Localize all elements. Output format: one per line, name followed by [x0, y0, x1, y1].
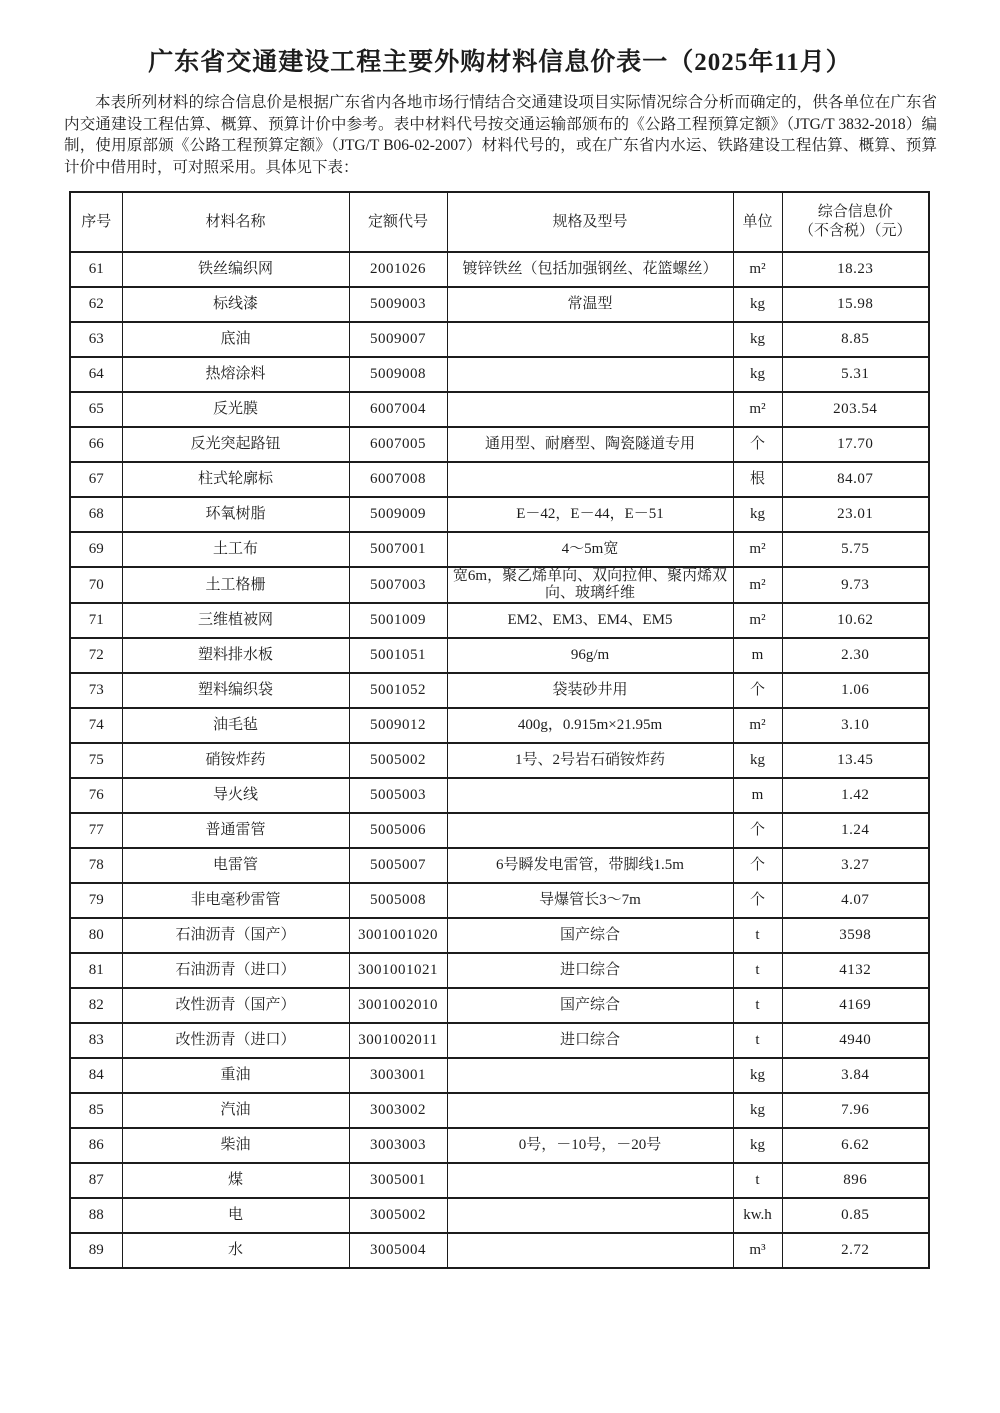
- col-header-price: [782, 192, 929, 252]
- cell-quota-code: 3003001: [349, 1058, 447, 1093]
- cell-quota-code: 5009008: [349, 357, 447, 392]
- cell-price: 3598: [782, 918, 929, 953]
- cell-material-name: 电雷管: [122, 848, 349, 883]
- cell-unit: kg: [733, 1058, 782, 1093]
- cell-unit: kg: [733, 357, 782, 392]
- cell-row-number: 80: [70, 918, 122, 953]
- cell-quota-code: 3005001: [349, 1163, 447, 1198]
- cell-price: 3.84: [782, 1058, 929, 1093]
- cell-material-name: 土工布: [122, 532, 349, 567]
- cell-quota-code: 5005007: [349, 848, 447, 883]
- table-row: [70, 603, 929, 638]
- cell-price: 6.62: [782, 1128, 929, 1163]
- table-row: [70, 1023, 929, 1058]
- cell-quota-code: 5005006: [349, 813, 447, 848]
- cell-quota-code: 5009009: [349, 497, 447, 532]
- cell-quota-code: 3005004: [349, 1233, 447, 1268]
- cell-price: 1.42: [782, 778, 929, 813]
- cell-unit: m²: [733, 252, 782, 287]
- cell-material-name: 柱式轮廓标: [122, 462, 349, 497]
- cell-spec: EM2、EM3、EM4、EM5: [447, 603, 733, 638]
- cell-price: 5.31: [782, 357, 929, 392]
- cell-unit: m²: [733, 532, 782, 567]
- table-row: [70, 1058, 929, 1093]
- table-row: [70, 743, 929, 778]
- cell-row-number: 89: [70, 1233, 122, 1268]
- cell-row-number: 81: [70, 953, 122, 988]
- cell-material-name: 汽油: [122, 1093, 349, 1128]
- cell-quota-code: 3001002011: [349, 1023, 447, 1058]
- cell-quota-code: 3003003: [349, 1128, 447, 1163]
- cell-material-name: 塑料排水板: [122, 638, 349, 673]
- cell-spec: 常温型: [447, 287, 733, 322]
- cell-unit: m: [733, 638, 782, 673]
- cell-material-name: 电: [122, 1198, 349, 1233]
- cell-spec: 袋装砂井用: [447, 673, 733, 708]
- cell-material-name: 水: [122, 1233, 349, 1268]
- cell-row-number: 78: [70, 848, 122, 883]
- cell-unit: t: [733, 918, 782, 953]
- cell-row-number: 69: [70, 532, 122, 567]
- cell-material-name: 底油: [122, 322, 349, 357]
- table-row: [70, 252, 929, 287]
- cell-unit: 个: [733, 848, 782, 883]
- cell-row-number: 67: [70, 462, 122, 497]
- cell-price: 2.72: [782, 1233, 929, 1268]
- cell-price: 8.85: [782, 322, 929, 357]
- cell-quota-code: 3005002: [349, 1198, 447, 1233]
- cell-material-name: 石油沥青（进口）: [122, 953, 349, 988]
- cell-material-name: 石油沥青（国产）: [122, 918, 349, 953]
- col-header-no: 序号: [70, 192, 122, 252]
- cell-price: 3.10: [782, 708, 929, 743]
- cell-material-name: 热熔涂料: [122, 357, 349, 392]
- cell-material-name: 改性沥青（进口）: [122, 1023, 349, 1058]
- cell-quota-code: 3001001021: [349, 953, 447, 988]
- cell-quota-code: 3001002010: [349, 988, 447, 1023]
- cell-quota-code: 6007004: [349, 392, 447, 427]
- col-header-material-name: 材料名称: [122, 192, 349, 252]
- cell-price: 5.75: [782, 532, 929, 567]
- table-row: [70, 1163, 929, 1198]
- table-row: [70, 988, 929, 1023]
- table-row: [70, 953, 929, 988]
- cell-material-name: 塑料编织袋: [122, 673, 349, 708]
- cell-quota-code: 5009003: [349, 287, 447, 322]
- cell-spec: [447, 462, 733, 497]
- cell-unit: m²: [733, 567, 782, 603]
- cell-spec: 0号，－10号，－20号: [447, 1128, 733, 1163]
- cell-unit: kw.h: [733, 1198, 782, 1233]
- cell-unit: 个: [733, 427, 782, 462]
- cell-quota-code: 5007001: [349, 532, 447, 567]
- cell-row-number: 68: [70, 497, 122, 532]
- cell-quota-code: 5001052: [349, 673, 447, 708]
- cell-unit: kg: [733, 1128, 782, 1163]
- cell-row-number: 82: [70, 988, 122, 1023]
- cell-row-number: 88: [70, 1198, 122, 1233]
- table-row: [70, 1093, 929, 1128]
- col-header-unit: 单位: [733, 192, 782, 252]
- cell-quota-code: 3003002: [349, 1093, 447, 1128]
- table-row: [70, 848, 929, 883]
- cell-quota-code: 5001051: [349, 638, 447, 673]
- table-row: [70, 883, 929, 918]
- cell-row-number: 72: [70, 638, 122, 673]
- cell-row-number: 66: [70, 427, 122, 462]
- cell-spec: 国产综合: [447, 918, 733, 953]
- cell-price: 1.24: [782, 813, 929, 848]
- cell-unit: kg: [733, 322, 782, 357]
- cell-row-number: 74: [70, 708, 122, 743]
- cell-price: 4169: [782, 988, 929, 1023]
- table-row: [70, 497, 929, 532]
- cell-material-name: 煤: [122, 1163, 349, 1198]
- cell-unit: t: [733, 988, 782, 1023]
- cell-quota-code: 5005008: [349, 883, 447, 918]
- cell-spec: 通用型、耐磨型、陶瓷隧道专用: [447, 427, 733, 462]
- cell-row-number: 71: [70, 603, 122, 638]
- cell-material-name: 重油: [122, 1058, 349, 1093]
- cell-unit: t: [733, 1023, 782, 1058]
- cell-price: 17.70: [782, 427, 929, 462]
- cell-price: 4.07: [782, 883, 929, 918]
- cell-price: 203.54: [782, 392, 929, 427]
- cell-spec: 400g，0.915m×21.95m: [447, 708, 733, 743]
- cell-material-name: 反光膜: [122, 392, 349, 427]
- cell-row-number: 63: [70, 322, 122, 357]
- cell-quota-code: 6007005: [349, 427, 447, 462]
- cell-quota-code: 5001009: [349, 603, 447, 638]
- table-row: [70, 918, 929, 953]
- cell-quota-code: 5005003: [349, 778, 447, 813]
- cell-price: 9.73: [782, 567, 929, 603]
- cell-price: 1.06: [782, 673, 929, 708]
- cell-spec: 导爆管长3～7m: [447, 883, 733, 918]
- cell-row-number: 73: [70, 673, 122, 708]
- table-row: [70, 1198, 929, 1233]
- cell-material-name: 非电毫秒雷管: [122, 883, 349, 918]
- cell-spec: 4～5m宽: [447, 532, 733, 567]
- cell-spec: 宽6m，聚乙烯单向、双向拉伸、聚丙烯双向、玻璃纤维: [447, 567, 733, 603]
- cell-spec: [447, 322, 733, 357]
- table-row: [70, 322, 929, 357]
- cell-material-name: 改性沥青（国产）: [122, 988, 349, 1023]
- table-row: [70, 708, 929, 743]
- cell-material-name: 硝铵炸药: [122, 743, 349, 778]
- col-header-price-line1: 综合信息价: [817, 204, 893, 220]
- table-row: [70, 427, 929, 462]
- cell-material-name: 油毛毡: [122, 708, 349, 743]
- cell-row-number: 86: [70, 1128, 122, 1163]
- cell-spec: [447, 1093, 733, 1128]
- cell-row-number: 62: [70, 287, 122, 322]
- cell-price: 23.01: [782, 497, 929, 532]
- cell-material-name: 三维植被网: [122, 603, 349, 638]
- col-header-spec: 规格及型号: [447, 192, 733, 252]
- cell-row-number: 85: [70, 1093, 122, 1128]
- cell-unit: m²: [733, 603, 782, 638]
- cell-price: 15.98: [782, 287, 929, 322]
- cell-price: 10.62: [782, 603, 929, 638]
- cell-row-number: 65: [70, 392, 122, 427]
- table-row: [70, 778, 929, 813]
- cell-material-name: 导火线: [122, 778, 349, 813]
- cell-material-name: 土工格栅: [122, 567, 349, 603]
- page-title: 广东省交通建设工程主要外购材料信息价表一（2025年11月）: [148, 49, 852, 76]
- cell-spec: 进口综合: [447, 1023, 733, 1058]
- table-row: [70, 287, 929, 322]
- cell-quota-code: 5009007: [349, 322, 447, 357]
- cell-price: 3.27: [782, 848, 929, 883]
- cell-unit: m: [733, 778, 782, 813]
- cell-row-number: 75: [70, 743, 122, 778]
- cell-unit: kg: [733, 287, 782, 322]
- cell-price: 896: [782, 1163, 929, 1198]
- table-row: [70, 462, 929, 497]
- cell-row-number: 61: [70, 252, 122, 287]
- cell-unit: 个: [733, 883, 782, 918]
- table-row: [70, 638, 929, 673]
- table-row: [70, 673, 929, 708]
- cell-unit: 个: [733, 673, 782, 708]
- cell-unit: 根: [733, 462, 782, 497]
- cell-spec: [447, 1233, 733, 1268]
- cell-spec: [447, 1058, 733, 1093]
- cell-spec: 1号、2号岩石硝铵炸药: [447, 743, 733, 778]
- intro-paragraph: 本表所列材料的综合信息价是根据广东省内各地市场行情结合交通建设项目实际情况综合分析而确定的，供各单位在广东省内交通建设工程估算、概算、预算计价中参考。表中材料代号按交通运输部颁布的《公路工程预算定额》（JTG/T 3832-2018）编制，使用原部颁《公路工程预算定额》（JTG/T B06-02-2007）材料代号的，或在广东省内水运、铁路建设工程估算、概算、预算计价中借用时，可对照采用。具体见下表：: [64, 94, 937, 176]
- cell-row-number: 64: [70, 357, 122, 392]
- cell-price: 7.96: [782, 1093, 929, 1128]
- cell-price: 4132: [782, 953, 929, 988]
- table-row: [70, 813, 929, 848]
- cell-row-number: 84: [70, 1058, 122, 1093]
- cell-material-name: 普通雷管: [122, 813, 349, 848]
- cell-spec: [447, 357, 733, 392]
- cell-spec: [447, 392, 733, 427]
- cell-quota-code: 6007008: [349, 462, 447, 497]
- col-header-quota-code: 定额代号: [349, 192, 447, 252]
- cell-spec: 进口综合: [447, 953, 733, 988]
- cell-material-name: 柴油: [122, 1128, 349, 1163]
- cell-price: 13.45: [782, 743, 929, 778]
- table-header-row: [70, 192, 929, 252]
- cell-material-name: 标线漆: [122, 287, 349, 322]
- cell-unit: t: [733, 953, 782, 988]
- cell-unit: 个: [733, 813, 782, 848]
- cell-spec: 6号瞬发电雷管，带脚线1.5m: [447, 848, 733, 883]
- cell-material-name: 铁丝编织网: [122, 252, 349, 287]
- materials-price-table: [69, 191, 930, 1269]
- cell-row-number: 87: [70, 1163, 122, 1198]
- cell-row-number: 70: [70, 567, 122, 603]
- cell-spec: [447, 1198, 733, 1233]
- cell-row-number: 79: [70, 883, 122, 918]
- cell-unit: m³: [733, 1233, 782, 1268]
- cell-unit: kg: [733, 743, 782, 778]
- cell-unit: t: [733, 1163, 782, 1198]
- cell-row-number: 76: [70, 778, 122, 813]
- cell-price: 0.85: [782, 1198, 929, 1233]
- cell-row-number: 77: [70, 813, 122, 848]
- cell-quota-code: 5007003: [349, 567, 447, 603]
- table-body: [70, 252, 929, 1268]
- cell-quota-code: 5009012: [349, 708, 447, 743]
- cell-material-name: 环氧树脂: [122, 497, 349, 532]
- cell-spec: 96g/m: [447, 638, 733, 673]
- table-row: [70, 392, 929, 427]
- table-row: [70, 1233, 929, 1268]
- cell-unit: m²: [733, 708, 782, 743]
- cell-quota-code: 5005002: [349, 743, 447, 778]
- cell-price: 2.30: [782, 638, 929, 673]
- cell-spec: [447, 813, 733, 848]
- cell-material-name: 反光突起路钮: [122, 427, 349, 462]
- cell-price: 18.23: [782, 252, 929, 287]
- cell-spec: 国产综合: [447, 988, 733, 1023]
- cell-spec: 镀锌铁丝（包括加强钢丝、花篮螺丝）: [447, 252, 733, 287]
- cell-quota-code: 3001001020: [349, 918, 447, 953]
- cell-unit: kg: [733, 497, 782, 532]
- cell-price: 84.07: [782, 462, 929, 497]
- table-row: [70, 532, 929, 567]
- cell-price: 4940: [782, 1023, 929, 1058]
- table-row: [70, 357, 929, 392]
- cell-row-number: 83: [70, 1023, 122, 1058]
- table-row: [70, 567, 929, 603]
- cell-quota-code: 2001026: [349, 252, 447, 287]
- cell-spec: [447, 1163, 733, 1198]
- cell-unit: kg: [733, 1093, 782, 1128]
- cell-spec: E－42，E－44，E－51: [447, 497, 733, 532]
- cell-unit: m²: [733, 392, 782, 427]
- cell-spec: [447, 778, 733, 813]
- table-row: [70, 1128, 929, 1163]
- col-header-price-line2: （不含税）（元）: [798, 223, 912, 239]
